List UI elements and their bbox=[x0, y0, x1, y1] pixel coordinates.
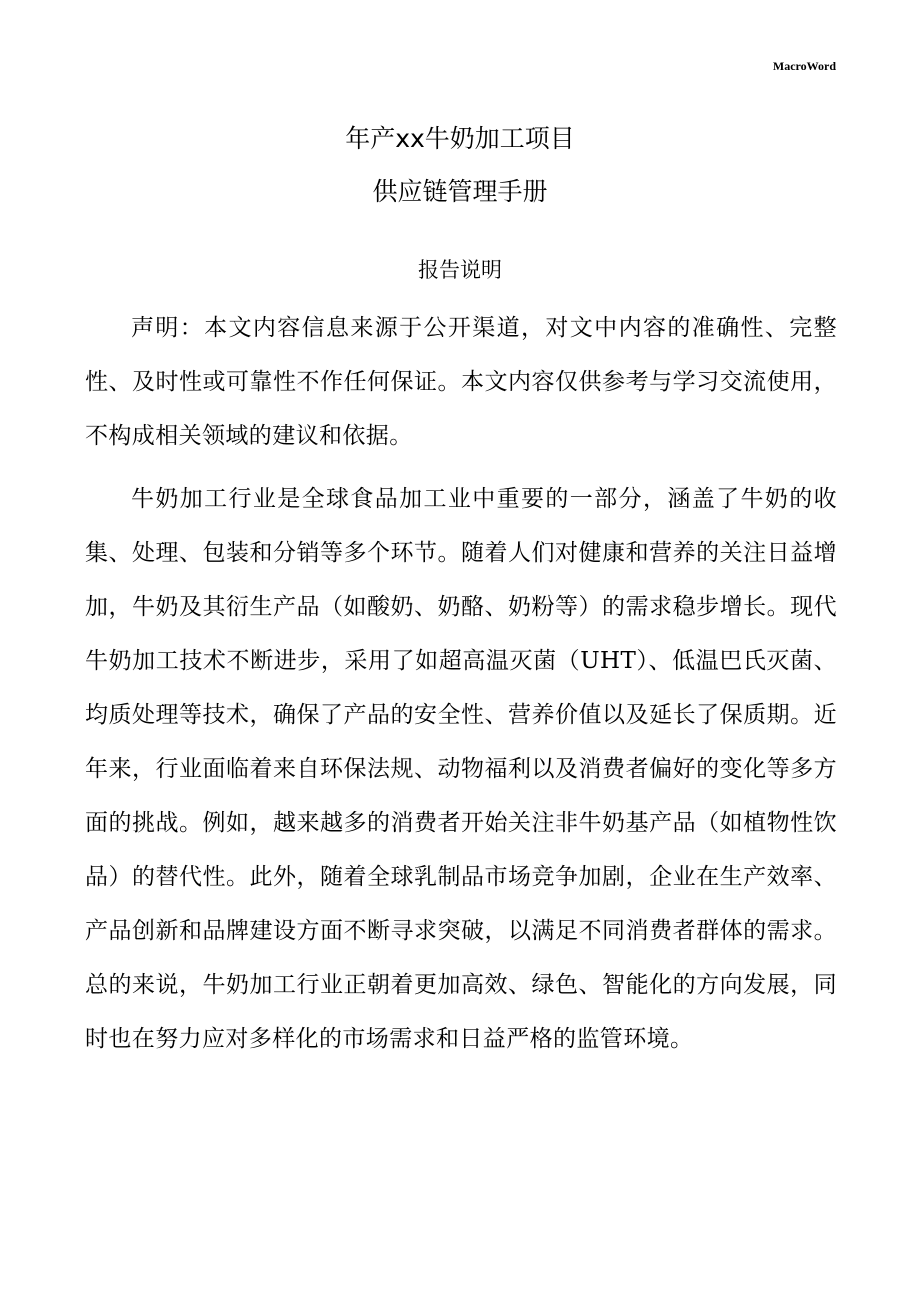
header-brand: MacroWord bbox=[772, 59, 836, 73]
industry-paragraph: 牛奶加工行业是全球食品加工业中重要的一部分，涵盖了牛奶的收集、处理、包装和分销等多个环节。随着人们对健康和营养的关注日益增加，牛奶及其衍生产品（如酸奶、奶酪、奶粉等）的需求稳步增长。现代牛奶加工技术不断进步，采用了如超高温灭菌（UHT）、低温巴氏灭菌、均质处理等技术，确保了产品的安全性、营养价值以及延长了保质期。近年来，行业面临着来自环保法规、动物福利以及消费者偏好的变化等多方面的挑战。例如，越来越多的消费者开始关注非牛奶基产品（如植物性饮品）的替代性。此外，随着全球乳制品市场竞争加剧，企业在生产效率、产品创新和品牌建设方面不断寻求突破，以满足不同消费者群体的需求。总的来说，牛奶加工行业正朝着更加高效、绿色、智能化的方向发展，同时也在努力应对多样化的市场需求和日益严格的监管环境。 bbox=[85, 486, 837, 1052]
document-subtitle: 供应链管理手册 bbox=[372, 177, 548, 206]
section-heading: 报告说明 bbox=[418, 258, 502, 282]
document-title: 年产xx牛奶加工项目 bbox=[345, 124, 575, 153]
disclaimer-paragraph: 声明：本文内容信息来源于公开渠道，对文中内容的准确性、完整性、及时性或可靠性不作任何保证。本文内容仅供参考与学习交流使用，不构成相关领域的建议和依据。 bbox=[85, 315, 837, 449]
